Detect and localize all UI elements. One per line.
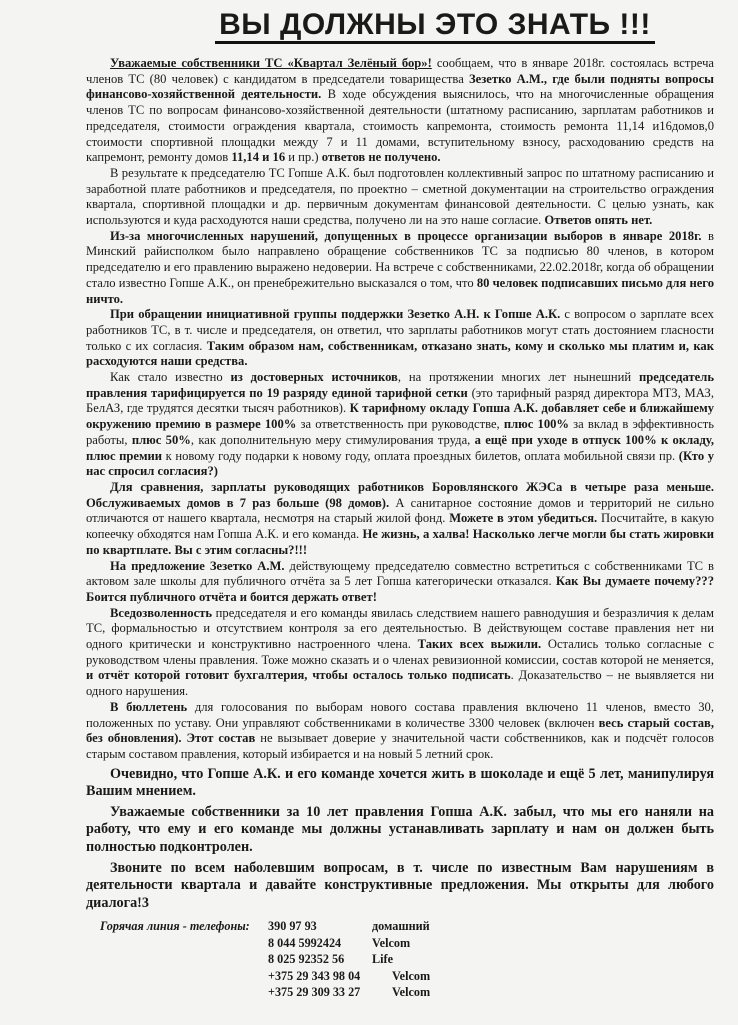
phone-number: +375 29 343 98 04	[268, 968, 361, 983]
p9-text-a: для голосования по выборам нового состава правления включено 11 членов, вместо 30, положенных по уставу. Они управляют собственниками в количестве 3300 человек (включен	[86, 699, 714, 730]
p7-bold-b: Как Вы думаете почему??? Боится публичного отчёта и боится держать ответ!	[86, 574, 714, 604]
p5-bold-e: плюс 50%	[131, 432, 191, 447]
p3-bold-a: Из-за многочисленных нарушений, допущенных в процессе организации выборов в январе 2018г.	[110, 228, 702, 243]
p8-bold-c: и отчёт которой готовит бухгалтерия, чтобы осталось только подписать	[86, 668, 511, 683]
hl-label-2	[100, 951, 268, 967]
paragraph-7	[86, 559, 714, 606]
p9-text-b: не вызывает доверие у значительной части собственников, как и подсчёт голосов старым составом правления, который избирается и на новый 5 летний срок.	[86, 731, 714, 761]
hotline-row	[100, 918, 714, 934]
p5-bold-b: председатель правления тарифицируется по 19 разряду единой тарифной сетки	[86, 370, 715, 400]
phone-number: 8 044 5992424	[268, 935, 342, 950]
p5-text-a: Как стало известно	[110, 370, 231, 385]
paragraph-1	[86, 56, 714, 166]
phone-operator: домашний	[372, 919, 430, 934]
p5-text-g: к новому году подарки к новому году, оплата проездных билетов, оплата мобильной связи пр.	[162, 448, 679, 463]
p6-bold-c: Не жизнь, а халва! Насколько легче могли бы стать жировки по квартплате. Вы с этим согласны?!!!	[86, 527, 714, 557]
phone-number: 390 97 93	[268, 919, 317, 934]
p4-bold-b: Таким образом нам, собственникам, отказано знать, кому и сколько мы платим и, как расходуются наши средства.	[86, 338, 714, 369]
hotline-row	[100, 935, 714, 951]
paragraph-5	[86, 370, 714, 480]
paragraph-6	[86, 480, 714, 559]
hotline-row	[100, 951, 714, 967]
phone-number: 8 025 92352 56	[268, 952, 345, 967]
paragraph-10: Очевидно, что Гопше А.К. и его команде хочется жить в шоколаде и ещё 5 лет, манипулируя Вашим мнением.	[86, 765, 714, 800]
p7-text: действующему председателю совместно встретиться с собственниками ТС в актовом зале школы для публичного отчёта за 5 лет Гопша категорически отказался.	[86, 558, 714, 589]
p5-bold-f: а ещё при уходе в отпуск 100% к окладу, плюс премии	[86, 432, 714, 463]
p6-bold-a: Для сравнения, зарплаты руководящих работников Боровлянского ЖЭСа в четыре раза меньше. Обслуживаемых домов в 7 раз больше (98 домов).	[86, 479, 714, 510]
title-text: ВЫ ДОЛЖНЫ ЭТО ЗНАТЬ !!!	[215, 8, 655, 44]
p8-text-b: Остались только согласные с руководством члены правления. Тоже можно сказать и о членах ревизионной комиссии, состав которой не меняется,	[86, 637, 714, 667]
p3-text: в Минский райисполком было направлено обращение собственников ТС за подписью 80 членов, в котором председателю и его правлению выражено недоверии. На встрече с собственниками, 22.02.2018г, когда об обращении стало известно Гопше А.К., он пренебрежительно высказался о том, что	[86, 228, 714, 290]
p5-text-c: (это тарифный разряд директора МТЗ, МАЗ, БелАЗ, где трудятся десятки тысяч работников).	[86, 385, 714, 416]
phone-operator: Velcom	[392, 968, 431, 983]
p1-bold-c: ответов не получено.	[321, 150, 441, 165]
p5-text-e: за вклад в эффективность работы,	[86, 417, 715, 447]
p5-bold-c: К тарифному окладу Гопша А.К. добавляет себе и ближайшему окружению премию в размере 100%	[86, 401, 714, 432]
p1-text-b: В ходе обсуждения выяснилось, что на многочисленные обращения членов ТС по вопросам финансово-хозяйственной деятельности (штатному расписанию, зарплатам работников и председателя, стоимости ограждения квартала, стоимость капремонта, стоимость ремонта 11,14 и16домов,0 стоимости спортивной площадки между 7 и 11 домами, вступительному взносу, расходованию средств на капремонт, ремонту домов	[86, 87, 714, 165]
paragraph-8	[86, 606, 714, 700]
p1-text-a: сообщаем, что в январе 2018г. состоялась встреча членов ТС (80 человек) с кандидатом в председатели товарищества	[86, 56, 715, 86]
p8-text-c: . Доказательство – не выявляется ни одного нарушения.	[86, 668, 715, 699]
p9-bold-a: В бюллетень	[110, 699, 188, 714]
leaflet-body	[86, 56, 714, 1000]
p7-bold-a: На предложение Зезетко А.М.	[110, 558, 285, 573]
hl-label-3	[100, 968, 268, 984]
p5-bold-d: плюс 100%	[503, 417, 570, 432]
p1-greeting: Уважаемые собственники ТС «Квартал Зелёный бор»!	[110, 56, 432, 70]
paragraph-11: Уважаемые собственники за 10 лет правления Гопша А.К. забыл, что мы его наняли на работу, что ему и его команде мы должны устанавливать зарплату и нам он должен быть полностью подконтролен.	[86, 803, 714, 856]
p6-text-b: Посчитайте, в какую копеечку обходятся нам Гопша А.К. и его команда.	[86, 511, 714, 542]
phone-number: +375 29 309 33 27	[268, 985, 361, 1000]
hl-label	[100, 935, 268, 951]
p1-bold-b: 11,14 и 16	[231, 150, 286, 165]
phone-operator: Velcom	[372, 935, 411, 950]
hotline-block	[100, 918, 714, 1000]
p5-bold-g: (Кто у нас спросил согласия?)	[86, 448, 714, 479]
p8-text-a: председателя и его команды явилась следствием нашего равнодушия и безразличия к делам ТС, формальностью и отсутствием контроля за его деятельностью. В действующем составе правления нет ни одного критически и конструктивно настроенного члена.	[86, 605, 714, 652]
p2-text: В результате к председателю ТС Гопше А.К. был подготовлен коллективный запрос по штатному расписанию и заработной плате работников и председателя, по проектно – сметной документации на строительство ограждения квартала, спортивной площадки и др. первичным документам финансовой деятельности. С целью узнать, как используются и куда расходуются наши средства, получено ли на это наше согласие.	[86, 165, 714, 228]
paragraph-3	[86, 229, 714, 308]
paragraph-9	[86, 700, 714, 763]
hotline-row	[100, 968, 714, 984]
p5-bold-a: из достоверных источников	[230, 370, 398, 385]
p5-text-b: , на протяжении многих лет нынешний	[397, 370, 639, 385]
p2-bold: Ответов опять нет.	[544, 213, 653, 228]
paragraph-2	[86, 166, 714, 229]
p9-bold-b: весь старый состав, без обновления). Этот состав	[86, 715, 714, 746]
p3-bold-b: 80 человек подписавших письмо для него ничто.	[86, 275, 715, 306]
p8-bold-a: Вседозволенность	[110, 605, 213, 620]
p1-bold-a: Зезетко А.М., где были подняты вопросы финансово-хозяйственной деятельности.	[86, 71, 714, 102]
p5-text-d: за ответственность при руководстве,	[296, 417, 504, 432]
hotline-label: Горячая линия - телефоны:	[100, 919, 250, 934]
paragraph-4	[86, 307, 714, 370]
p1-text-c: и пр.)	[285, 150, 322, 165]
hl-label-4	[100, 984, 268, 1000]
paragraph-12: Звоните по всем наболевшим вопросам, в т. числе по известным Вам нарушениям в деятельности квартала и давайте конструктивные предложения. Мы открыты для любого диалога!3	[86, 859, 714, 911]
phone-operator: Velcom	[392, 985, 431, 1000]
p6-bold-b: Можете в этом убедиться.	[449, 511, 598, 526]
page-title	[156, 6, 714, 44]
p6-text-a: А санитарное состояние домов и территорий не сильно отличаются от нашего квартала, несмотря на старый жилой фонд.	[86, 495, 714, 526]
p4-text: с вопросом о зарплате всех работников ТС, в т. числе и председателя, он ответил, что зарплаты работников могут стать достоянием гласности только с их согласия.	[86, 307, 714, 353]
phone-operator: Life	[372, 952, 393, 967]
p4-bold-a: При обращении инициативной группы поддержки Зезетко А.Н. к Гопше А.К.	[110, 307, 561, 322]
hotline-row	[100, 984, 714, 1000]
p8-bold-b: Таких всех выжили.	[417, 637, 542, 652]
p5-text-f: , как дополнительную меру стимулирования труда,	[190, 432, 475, 447]
